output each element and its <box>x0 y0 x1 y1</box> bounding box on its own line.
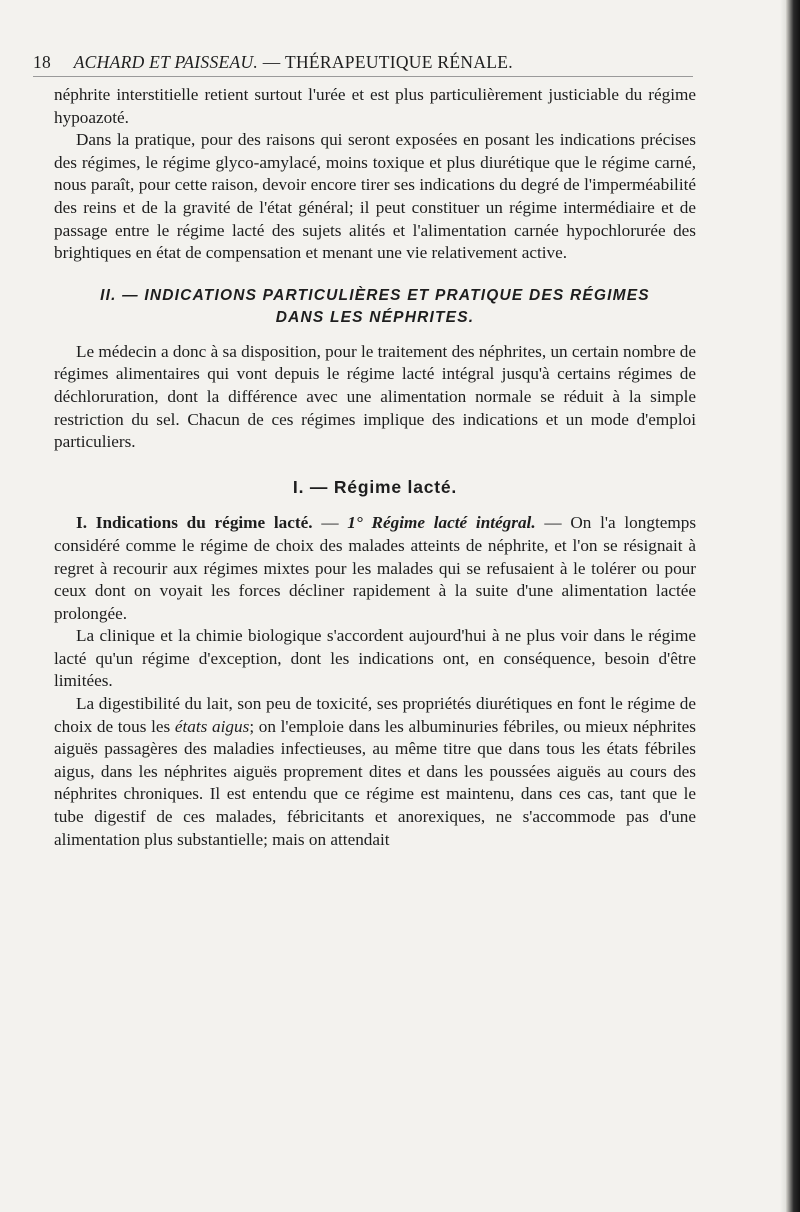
subsection-heading-regime-lacte: I. — Régime lacté. <box>292 476 458 497</box>
header-separator: — <box>262 52 281 72</box>
paragraph-clinique: La clinique et la chimie biologique s'accordent aujourd'hui à ne plus voir dans le régime lacté qu'un régime d'exception, dont les indications ont, en conséquence, besoin d'être limitées. <box>54 626 696 691</box>
indications-lead: I. Indications du régime lacté. <box>76 513 313 533</box>
section-heading-ii-line2: DANS LES NÉPHRITES. <box>275 308 475 326</box>
indications-dash: — <box>312 513 348 533</box>
digest-after: ; on l'emploie dans les albuminuries fébriles, ou mieux néphrites aiguës passagères des maladies infectieuses, au même titre que dans tous les états fébriles aigus, dans les néphrites aiguës proprement dites et dans les poussées aiguës au cours des néphrites chroniques. Il est entendu que ce régime est maintenu, dans ces cas, tant que le tube digestif de ces malades, fébricitants et anorexiques, ne s'accommode pas d'une alimentation plus substantielle; mais on attendait <box>54 716 696 849</box>
paragraph-medecin: Le médecin a donc à sa disposition, pour le traitement des néphrites, un certain nombre de régimes alimentaires qui vont depuis le régime lacté intégral jusqu'à certains régimes de déchloruration, dont la différence avec une alimentation normale se réduit à la simple restriction du sel. Chacun de ces régimes implique des indications et un mode d'emploi particuliers. <box>54 341 696 452</box>
section-title: THÉRAPEUTIQUE RÉNALE. <box>284 52 513 72</box>
section-heading-ii <box>54 285 696 329</box>
regime-lacte-integral-title: 1° Régime lacté intégral. <box>347 513 536 533</box>
paragraph-indications <box>54 512 696 625</box>
paragraph-digestibilite <box>54 693 696 851</box>
page-header <box>33 52 693 73</box>
page-body <box>54 84 696 851</box>
digest-emphasis: états aigus <box>174 716 250 736</box>
page-edge <box>786 0 800 1212</box>
paragraph-regime-glyco: Dans la pratique, pour des raisons qui seront exposées en posant les indications précises des régimes, le régime glyco-amylacé, moins toxique et plus diurétique que le régime carné, nous paraît, pour cette raison, devoir encore tirer ses indications du degré de l'imperméabilité des reins et de la gravité de l'état général; il peut constituer un régime intermédiaire et de passage entre le régime lacté des sujets alités et l'alimentation carnée hypochlorurée des brightiques en état de compensation et menant une vie relativement active. <box>54 130 696 263</box>
indications-text: — On l'a longtemps considéré comme le régime de choix des malades atteints de néphrite, et l'on se résignait à regret à recourir aux régimes mixtes pour les malades qui se refusaient à le tolérer ou pour ceux dont on voyait les forces décliner rapidement à la suite d'une alimentation lactée prolongée. <box>54 513 697 623</box>
paragraph-continuation: néphrite interstitielle retient surtout l'urée et est plus particulièrement justiciable du régime hypoazoté. <box>54 85 696 127</box>
running-title: ACHARD ET PAISSEAU. <box>73 52 259 72</box>
digest-before: La digestibilité du lait, son peu de toxicité, ses propriétés diurétiques en font le régime de choix de tous les <box>54 694 696 736</box>
section-heading-ii-line1: II. — INDICATIONS PARTICULIÈRES ET PRATIQUE DES RÉGIMES <box>100 286 650 304</box>
header-rule <box>33 76 693 77</box>
page-number: 18 <box>33 52 52 72</box>
